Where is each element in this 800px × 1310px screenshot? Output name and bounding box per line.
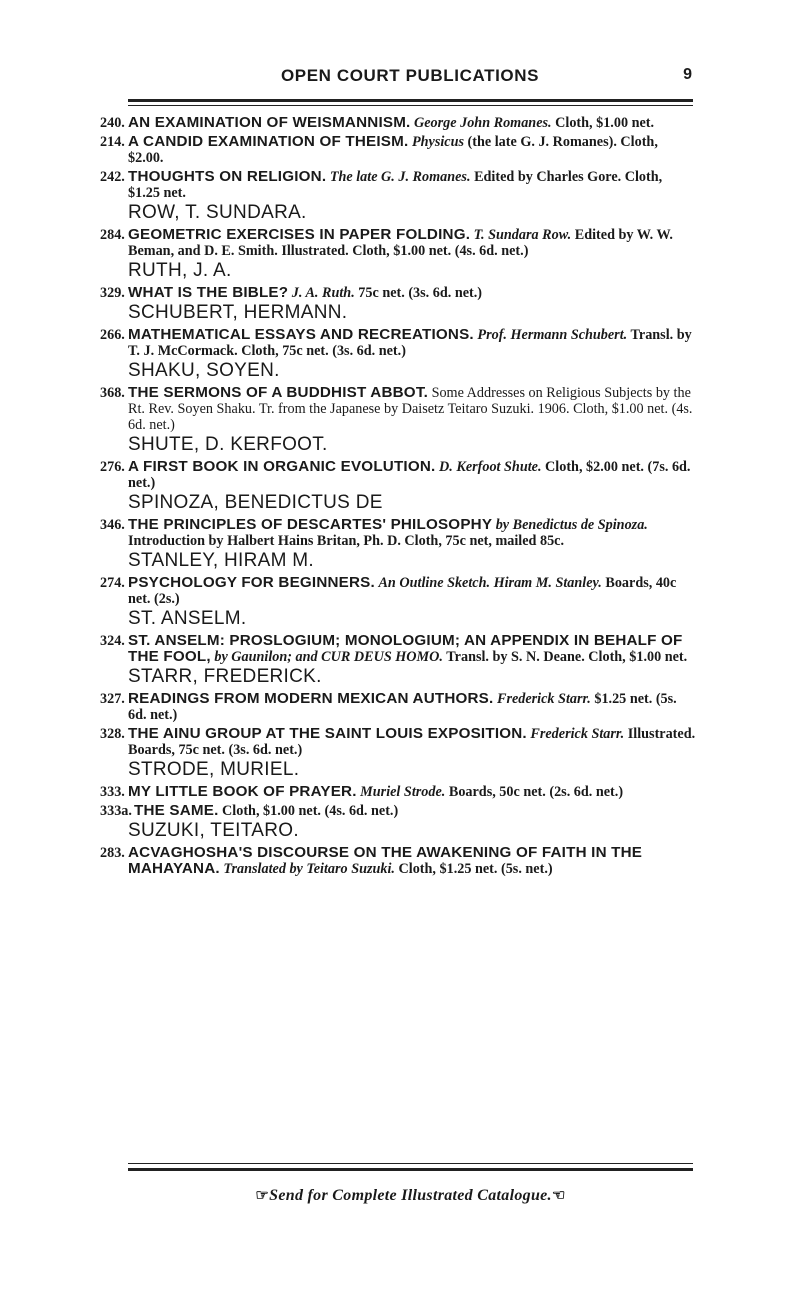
author-heading: SPINOZA, BENEDICTUS DE bbox=[128, 492, 383, 513]
entry-number: 284. bbox=[100, 227, 125, 243]
entry-number: 240. bbox=[100, 115, 125, 131]
entry-number: 214. bbox=[100, 134, 125, 150]
pointing-hand-right-icon: ☞ bbox=[255, 1188, 270, 1204]
entry-number: 368. bbox=[100, 385, 125, 401]
pointing-hand-left-icon: ☜ bbox=[551, 1188, 566, 1204]
footer-rule-thin bbox=[128, 1163, 693, 1164]
author-heading: SHUTE, D. KERFOOT. bbox=[128, 434, 328, 455]
entry-details: Boards, 40c net. (2s.) bbox=[128, 575, 677, 607]
entry-title: ACVAGHOSHA'S DISCOURSE ON THE AWAKENING OF FAITH IN THE MAHAYANA. bbox=[128, 844, 643, 877]
list-item bbox=[100, 115, 696, 131]
entry-title: AN EXAMINATION OF WEISMANNISM. bbox=[128, 114, 411, 131]
entry-number: 333. bbox=[100, 784, 125, 800]
author-heading: STRODE, MURIEL. bbox=[128, 759, 300, 780]
entry-details: Some Addresses on Religious Subjects by the Rt. Rev. Soyen Shaku. Tr. from the Japanese by Daisetz Teitaro Suzuki. 1906. Cloth, $1.00 net. (4s. 6d. net.) bbox=[128, 385, 693, 433]
list-item bbox=[100, 784, 696, 800]
entry-title: WHAT IS THE BIBLE? bbox=[128, 284, 289, 301]
entry-author: by Gaunilon; and CUR DEUS HOMO. bbox=[214, 649, 443, 665]
entry-author: Translated by Teitaro Suzuki. bbox=[223, 861, 395, 877]
entry-title: A CANDID EXAMINATION OF THEISM. bbox=[128, 133, 409, 150]
author-heading: SUZUKI, TEITARO. bbox=[128, 820, 299, 841]
entry-details: Cloth, $2.00 net. (7s. 6d. net.) bbox=[128, 459, 691, 491]
page-header bbox=[128, 66, 692, 88]
entry-details: Cloth, $1.00 net. (4s. 6d. net.) bbox=[222, 803, 399, 819]
entry-details: Transl. by S. N. Deane. Cloth, $1.00 net. bbox=[446, 649, 688, 665]
entry-details: Transl. by T. J. McCormack. Cloth, 75c net. (3s. 6d. net.) bbox=[128, 327, 692, 359]
entry-author: Prof. Hermann Schubert. bbox=[477, 327, 628, 343]
entry-number: 329. bbox=[100, 285, 125, 301]
entry-details: $1.25 net. (5s. 6d. net.) bbox=[128, 691, 677, 723]
entry-number: 346. bbox=[100, 517, 125, 533]
entry-author: D. Kerfoot Shute. bbox=[439, 459, 542, 475]
list-item bbox=[100, 517, 696, 549]
entry-title: THOUGHTS ON RELIGION. bbox=[128, 168, 327, 185]
author-heading: STANLEY, HIRAM M. bbox=[128, 550, 314, 571]
author-heading: RUTH, J. A. bbox=[128, 260, 232, 281]
footer-text: Send for Complete Illustrated Catalogue. bbox=[269, 1187, 552, 1204]
entry-title: THE SERMONS OF A BUDDHIST ABBOT. bbox=[128, 384, 429, 401]
entry-number: 266. bbox=[100, 327, 125, 343]
entry-author: Physicus bbox=[411, 134, 464, 150]
list-item bbox=[100, 134, 696, 166]
list-item bbox=[100, 845, 696, 877]
page-title: OPEN COURT PUBLICATIONS bbox=[280, 66, 540, 85]
list-item bbox=[100, 385, 696, 433]
list-item bbox=[100, 285, 696, 301]
entry-title: PSYCHOLOGY FOR BEGINNERS. bbox=[128, 574, 375, 591]
entry-number: 242. bbox=[100, 169, 125, 185]
catalogue-list bbox=[100, 112, 696, 877]
entry-author: Frederick Starr. bbox=[530, 726, 625, 742]
entry-number: 283. bbox=[100, 845, 125, 861]
list-item bbox=[100, 633, 696, 665]
author-heading: SHAKU, SOYEN. bbox=[128, 360, 280, 381]
list-item bbox=[100, 227, 696, 259]
entry-author: J. A. Ruth. bbox=[291, 285, 355, 301]
entry-number: 324. bbox=[100, 633, 125, 649]
entry-author: by Benedictus de Spinoza. bbox=[495, 517, 648, 533]
entry-title: READINGS FROM MODERN MEXICAN AUTHORS. bbox=[128, 690, 494, 707]
author-heading: SCHUBERT, HERMANN. bbox=[128, 302, 348, 323]
footer-rule-thick bbox=[128, 1168, 693, 1171]
list-item bbox=[100, 459, 696, 491]
entry-details: Boards, 50c net. (2s. 6d. net.) bbox=[448, 784, 624, 800]
entry-title: ST. ANSELM: PROSLOGIUM; MONOLOGIUM; AN APPENDIX IN BEHALF OF THE FOOL, bbox=[128, 632, 683, 665]
list-item bbox=[100, 327, 696, 359]
page-number: 9 bbox=[683, 66, 692, 83]
entry-title: MY LITTLE BOOK OF PRAYER. bbox=[128, 783, 357, 800]
header-rule-thin bbox=[128, 105, 693, 106]
author-heading: STARR, FREDERICK. bbox=[128, 666, 322, 687]
entry-details: 75c net. (3s. 6d. net.) bbox=[358, 285, 483, 301]
entry-number: 333a. bbox=[100, 803, 132, 819]
list-item bbox=[100, 803, 696, 819]
entry-title: THE SAME. bbox=[134, 802, 219, 819]
list-item bbox=[100, 575, 696, 607]
entry-details: Edited by Charles Gore. Cloth, $1.25 net. bbox=[128, 169, 663, 201]
list-item bbox=[100, 691, 696, 723]
entry-author: An Outline Sketch. Hiram M. Stanley. bbox=[378, 575, 602, 591]
entry-author: George John Romanes. bbox=[414, 115, 552, 131]
author-heading: ROW, T. SUNDARA. bbox=[128, 202, 307, 223]
entry-details: Edited by W. W. Beman, and D. E. Smith. Illustrated. Cloth, $1.00 net. (4s. 6d. net.) bbox=[128, 227, 673, 259]
entry-title: MATHEMATICAL ESSAYS AND RECREATIONS. bbox=[128, 326, 474, 343]
entry-details: Illustrated. Boards, 75c net. (3s. 6d. net.) bbox=[128, 726, 696, 758]
entry-details: Introduction by Halbert Hains Britan, Ph. D. Cloth, 75c net, mailed 85c. bbox=[128, 533, 565, 549]
entry-author: The late G. J. Romanes. bbox=[329, 169, 471, 185]
list-item bbox=[100, 169, 696, 201]
entry-number: 327. bbox=[100, 691, 125, 707]
entry-details: Cloth, $1.25 net. (5s. net.) bbox=[398, 861, 553, 877]
entry-author: T. Sundara Row. bbox=[473, 227, 572, 243]
author-heading: ST. ANSELM. bbox=[128, 608, 247, 629]
entry-number: 276. bbox=[100, 459, 125, 475]
entry-details: (the late G. J. Romanes). Cloth, $2.00. bbox=[128, 134, 658, 166]
entry-number: 328. bbox=[100, 726, 125, 742]
entry-title: THE AINU GROUP AT THE SAINT LOUIS EXPOSITION. bbox=[128, 725, 527, 742]
entry-title: THE PRINCIPLES OF DESCARTES' PHILOSOPHY bbox=[128, 516, 493, 533]
entry-number: 274. bbox=[100, 575, 125, 591]
entry-details: Cloth, $1.00 net. bbox=[555, 115, 655, 131]
entry-author: Frederick Starr. bbox=[496, 691, 591, 707]
list-item bbox=[100, 726, 696, 758]
catalogue-footer bbox=[128, 1186, 693, 1205]
entry-title: A FIRST BOOK IN ORGANIC EVOLUTION. bbox=[128, 458, 436, 475]
header-rule-thick bbox=[128, 99, 693, 102]
entry-author: Muriel Strode. bbox=[360, 784, 446, 800]
entry-title: GEOMETRIC EXERCISES IN PAPER FOLDING. bbox=[128, 226, 471, 243]
